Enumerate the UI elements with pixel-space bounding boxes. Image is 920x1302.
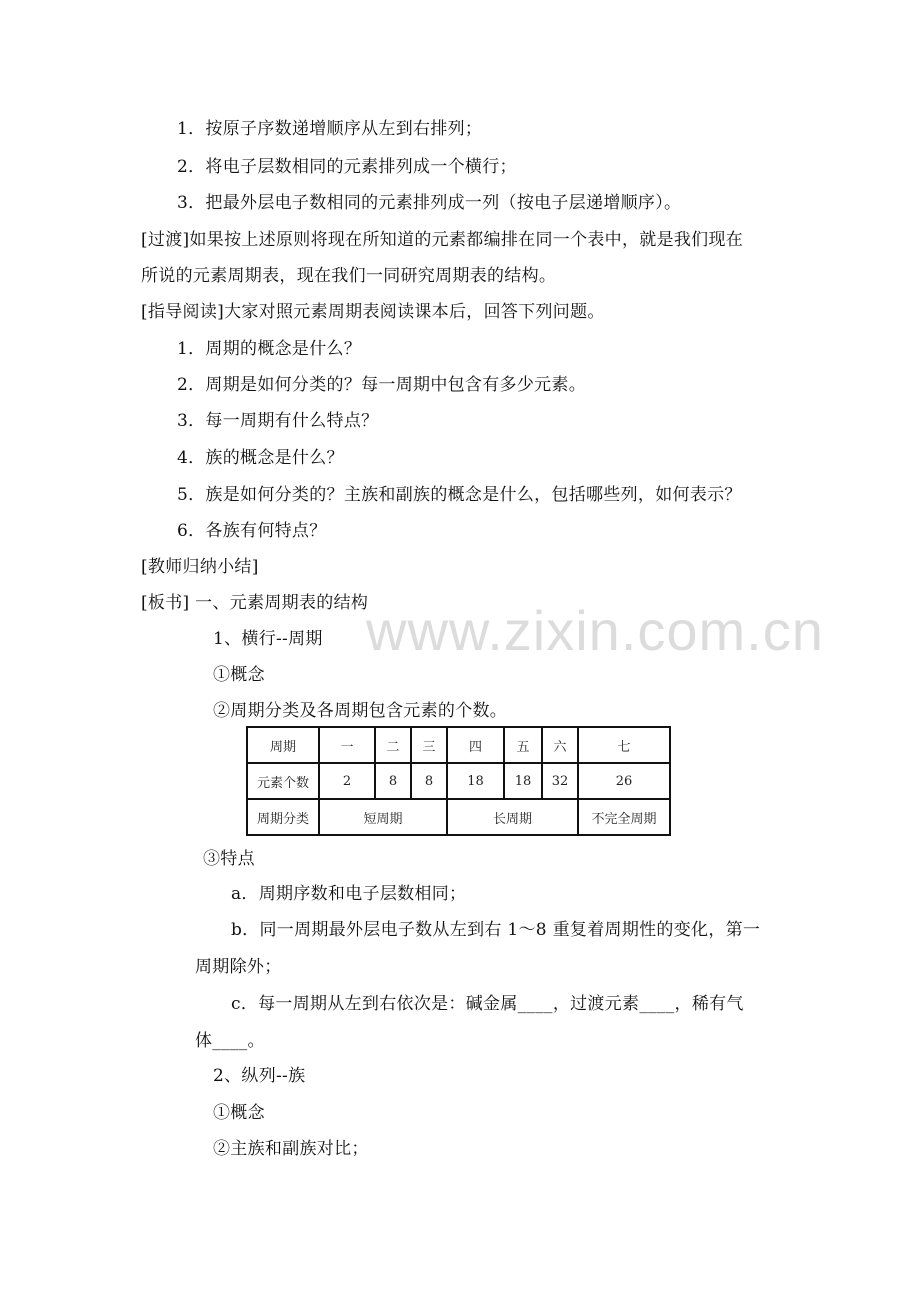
principle-2: 2．将电子层数相同的元素排列成一个横行； [177,157,517,177]
concept-2: ①概念 [213,1103,265,1123]
table-row [247,763,670,799]
table-cell: 短周期 [319,799,447,835]
question-6: 6．各族有何特点？ [177,521,327,541]
section-1-title: 1、横行--周期 [213,629,323,649]
table-cell: 二 [375,727,411,763]
table-cell: 七 [578,727,670,763]
table-cell: 长周期 [447,799,578,835]
guided-reading-intro: [指导阅读]大家对照元素周期表阅读课本后，回答下列问题。 [141,302,605,322]
question-1: 1．周期的概念是什么？ [177,339,362,359]
principle-1: 1．按原子序数递增顺序从左到右排列； [177,119,483,139]
table-cell: 18 [504,763,542,799]
table-cell: 26 [578,763,670,799]
board-heading: [板书] 一、元素周期表的结构 [141,593,369,613]
table-cell: 8 [411,763,447,799]
comparison-heading: ②主族和副族对比； [213,1139,369,1159]
question-5: 5．族是如何分类的？主族和副族的概念是什么，包括哪些列，如何表示？ [177,485,742,505]
table-row [247,727,670,763]
table-cell: 8 [375,763,411,799]
question-4: 4．族的概念是什么？ [177,448,344,468]
table-cell: 五 [504,727,542,763]
table-cell: 六 [542,727,578,763]
feature-c-line-1: c．每一周期从左到右依次是：碱金属____，过渡元素____，稀有气 [231,994,744,1014]
watermark: www.zixin.com.cn [366,599,824,662]
table-cell: 四 [447,727,504,763]
period-table [246,726,671,836]
classification-heading: ②周期分类及各周期包含元素的个数。 [213,701,508,721]
summary-label: [教师归纳小结] [141,557,259,577]
section-2-title: 2、纵列--族 [213,1066,306,1086]
table-cell: 一 [319,727,375,763]
transition-line-2: 所说的元素周期表，现在我们一同研究周期表的结构。 [141,266,557,286]
table-cell: 周期分类 [247,799,319,835]
table-cell: 周期 [247,727,319,763]
table-cell: 18 [447,763,504,799]
transition-line-1: [过渡]如果按上述原则将现在所知道的元素都编排在同一个表中，就是我们现在 [141,230,744,250]
table-cell: 不完全周期 [578,799,670,835]
feature-a: a．周期序数和电子层数相同； [231,884,467,904]
features-heading: ③特点 [203,849,255,869]
question-2: 2．周期是如何分类的？每一周期中包含有多少元素。 [177,375,587,395]
principle-3: 3．把最外层电子数相同的元素排列成一列（按电子层递增顺序）。 [177,193,682,213]
table-cell: 元素个数 [247,763,319,799]
concept-1: ①概念 [213,665,265,685]
table-cell: 2 [319,763,375,799]
feature-b-line-1: b．同一周期最外层电子数从左到右 1～8 重复着周期性的变化，第一 [231,920,761,940]
feature-c-line-2: 体____。 [195,1031,265,1051]
question-3: 3．每一周期有什么特点？ [177,411,379,431]
table-row [247,799,670,835]
feature-b-line-2: 周期除外； [195,957,282,977]
table-cell: 32 [542,763,578,799]
table-cell: 三 [411,727,447,763]
